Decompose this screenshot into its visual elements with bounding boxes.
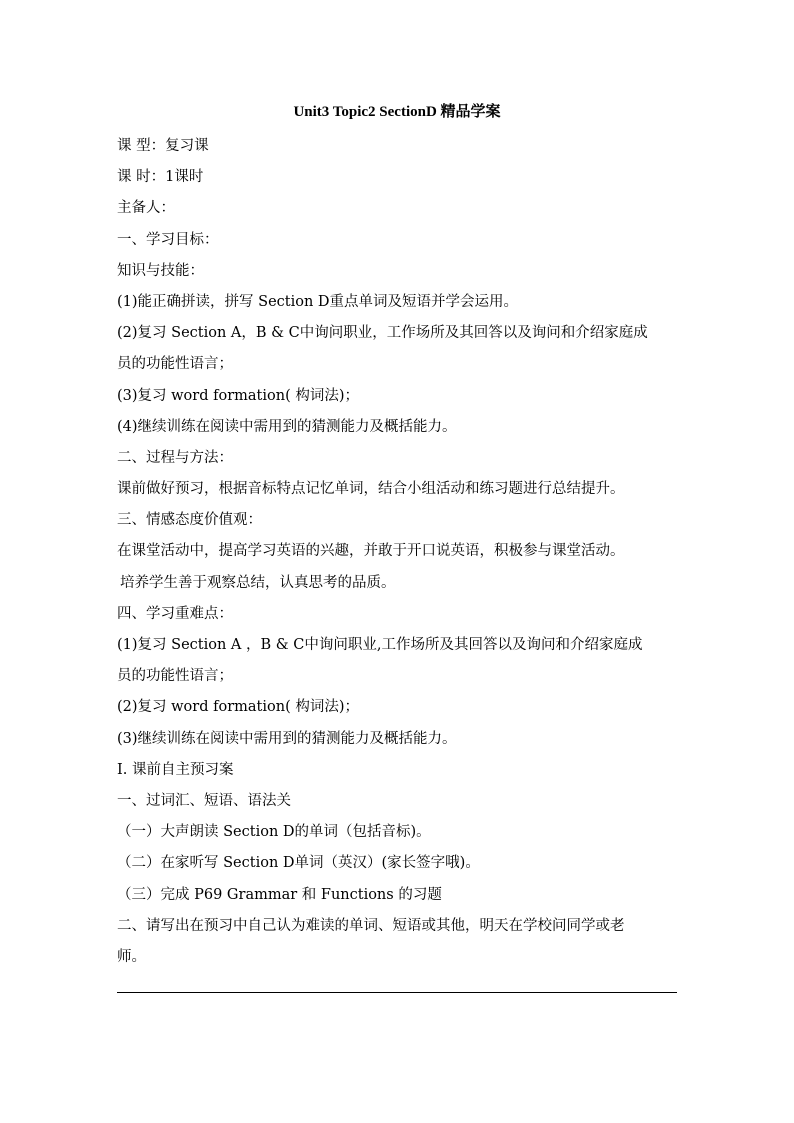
preview-question: 二、请写出在预习中自己认为难读的单词、短语或其他，明天在学校问同学或老 (117, 917, 625, 934)
section-heading-attitudes-values: 三、情感态度价值观： (117, 512, 262, 529)
section-heading-key-points: 四、学习重难点： (117, 605, 233, 622)
objective-item-4: (4)继续训练在阅读中需用到的猜测能力及概括能力。 (117, 418, 457, 435)
attitudes-values-text-continued: 培养学生善于观察总结，认真思考的品质。 (120, 574, 396, 591)
preview-heading-vocabulary: 一、过词汇、短语、语法关 (117, 792, 291, 809)
preview-task-1: （一）大声朗读 Section D的单词（包括音标)。 (117, 824, 431, 841)
key-point-item-1-continued: 员的功能性语言； (117, 668, 233, 685)
objective-item-3: (3)复习 word formation( 构词法)； (117, 387, 359, 404)
objective-item-2-continued: 员的功能性语言； (117, 356, 233, 373)
key-point-item-3: (3)继续训练在阅读中需用到的猜测能力及概括能力。 (117, 730, 457, 747)
section-heading-process-methods: 二、过程与方法： (117, 449, 233, 466)
section-heading-objectives: 一、学习目标： (117, 231, 219, 248)
lesson-type-line: 课 型：复习课 (117, 138, 209, 154)
subheading-knowledge-skills: 知识与技能： (117, 262, 204, 279)
process-methods-text: 课前做好预习，根据音标特点记忆单词，结合小组活动和练习题进行总结提升。 (117, 481, 625, 498)
document-title: Unit3 Topic2 SectionD 精品学案 (293, 104, 501, 120)
preview-task-2: （二）在家听写 Section D单词（英汉）(家长签字哦)。 (117, 855, 480, 872)
preview-task-3: （三）完成 P69 Grammar 和 Functions 的习题 (117, 886, 442, 903)
section-heading-preview: I. 课前自主预习案 (117, 761, 234, 778)
answer-underline (117, 992, 677, 993)
key-point-item-1: (1)复习 Section A ，B & C中询问职业,工作场所及其回答以及询问和介绍家庭成 (117, 637, 643, 653)
document-body (117, 131, 677, 973)
key-point-item-2: (2)复习 word formation( 构词法)； (117, 699, 359, 716)
objective-item-1: (1)能正确拼读，拼写 Section D重点单词及短语并学会运用。 (117, 293, 519, 310)
lesson-time-line: 课 时：1课时 (117, 169, 204, 186)
preparer-line: 主备人： (117, 200, 175, 217)
objective-item-2: (2)复习 Section A，B & C中询问职业，工作场所及其回答以及询问和介绍家庭成 (117, 325, 648, 342)
attitudes-values-text: 在课堂活动中，提高学习英语的兴趣，并敢于开口说英语，积极参与课堂活动。 (117, 543, 625, 560)
preview-question-continued: 师。 (117, 948, 146, 965)
